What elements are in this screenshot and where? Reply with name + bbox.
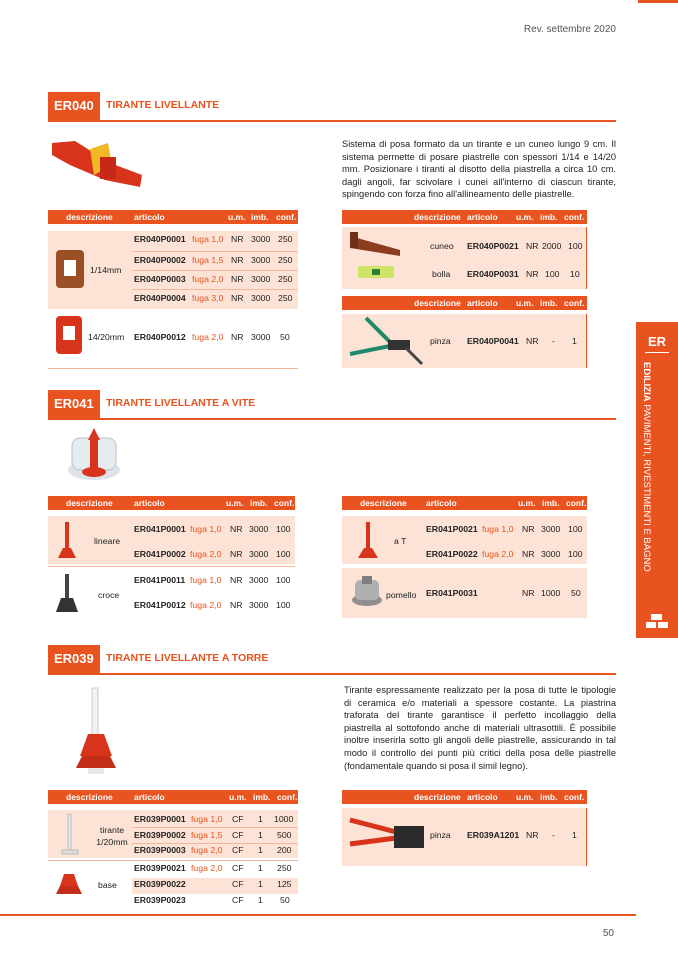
col-um: u.m. [516,298,534,308]
imb-value: 3000 [251,274,271,284]
col-imb: imb. [253,792,271,802]
row-divider [48,566,295,567]
imb-value: 3000 [249,575,269,585]
item-description: pinza [430,336,451,346]
article-code: ER040P0003 [134,274,186,284]
um-value: CF [232,845,244,855]
col-um: u.m. [516,792,534,802]
imb-value: 1 [258,863,263,873]
conf-value: 250 [278,255,293,265]
imb-value: - [552,830,555,840]
fuga-value: fuga 1,0 [190,524,222,534]
col-descrizione: descrizione [414,792,461,802]
row-divider [132,270,298,271]
table-row [342,830,587,846]
um-value: CF [232,895,244,905]
table-header [48,210,298,224]
table-row [342,549,587,565]
fuga-value: fuga 2,0 [190,600,222,610]
col-descrizione: descrizione [414,298,461,308]
imb-value: 3000 [251,332,271,342]
article-code: ER040P0012 [134,332,186,342]
um-value: NR [526,269,539,279]
um-value: NR [230,524,243,534]
screw-leveler-image [66,426,122,484]
fuga-value: fuga 1,5 [191,830,223,840]
article-code: ER041P0011 [134,575,186,585]
article-code: ER041P0012 [134,600,186,610]
table-row [342,241,587,257]
imb-value: 3000 [249,524,269,534]
col-imb: imb. [542,498,560,508]
category-title-bold: EDILIZIA [641,362,652,402]
col-conf: conf. [274,498,295,508]
conf-value: 250 [278,274,293,284]
product-description: Tirante espressamente realizzato per la posa di tutte le tipologie di ceramica e/o materiali a spessore costante. La piastrina traforata del tirante garantisce il perfetto incollaggio della piastrella al sottofondo anche di materiali ultrasottili. È possibile inoltre inserirla sotto gli angoli delle piastrelle, assicurando in tal modo il controllo dei punti più critici della posa delle piastrelle (fondamentale quando si posa il simil legno). [344,685,616,771]
table-row [48,575,295,591]
table-row [48,600,295,616]
imb-value: - [552,336,555,346]
table-bottom-rule [48,368,298,369]
fuga-value: fuga 1,0 [191,814,223,824]
item-description: bolla [432,269,451,279]
col-imb: imb. [540,298,558,308]
category-side-tab[interactable] [636,322,678,638]
er039-table-right [342,790,587,870]
group-label: 14/20mm [88,332,125,342]
fuga-value: fuga 1,0 [190,575,222,585]
conf-value: 100 [568,549,583,559]
um-value: NR [231,293,244,303]
article-code: ER040P0001 [134,234,186,244]
table-row [48,830,298,844]
conf-value: 50 [280,332,290,342]
fuga-value: fuga 2,0 [190,549,222,559]
table-row [342,336,587,352]
fuga-value: fuga 2,0 [191,863,223,873]
page-number: 50 [602,928,614,939]
group-label: base [98,880,117,890]
conf-value: 100 [276,600,291,610]
table-row [48,549,295,565]
footer-rule [0,914,636,916]
um-value: NR [230,575,243,585]
col-articolo: articolo [467,792,498,802]
er040-table-left [48,210,298,370]
col-articolo: articolo [467,298,498,308]
table-row [48,863,298,877]
imb-value: 3000 [251,255,271,265]
article-code: ER039P0022 [134,879,186,889]
col-descrizione: descrizione [66,792,113,802]
col-conf: conf. [277,792,298,802]
conf-value: 10 [570,269,580,279]
table-row [48,332,298,350]
conf-value: 250 [277,863,292,873]
table-row [48,895,298,909]
article-code: ER040P0031 [467,269,519,279]
conf-value: 500 [277,830,292,840]
article-code: ER041P0021 [426,524,478,534]
col-descrizione: descrizione [360,498,407,508]
imb-value: 1 [258,814,263,824]
conf-value: 1000 [274,814,294,824]
imb-value: 3000 [541,524,561,534]
fuga-value: fuga 2,0 [482,549,514,559]
um-value: CF [232,814,244,824]
conf-value: 50 [571,588,581,598]
um-value: NR [526,336,539,346]
article-code: ER039P0001 [134,814,186,824]
section-code: ER040 [48,92,100,120]
conf-value: 250 [278,293,293,303]
side-divider [645,352,669,353]
section-header-er040 [48,92,616,122]
col-articolo: articolo [134,498,165,508]
col-um: u.m. [518,498,536,508]
um-value: NR [526,830,539,840]
category-title-rest: PAVIMENTI, RIVESTIMENTI E BAGNO [641,401,652,572]
col-articolo: articolo [467,212,498,222]
article-code: ER039P0002 [134,830,186,840]
article-code: ER039P0023 [134,895,186,905]
article-code: ER040P0002 [134,255,186,265]
conf-value: 200 [277,845,292,855]
table-header [48,790,298,804]
fuga-value: fuga 1,0 [192,234,224,244]
table-row [342,588,587,604]
article-code: ER040P0041 [467,336,519,346]
um-value: NR [231,255,244,265]
um-value: NR [522,549,535,559]
fuga-value: fuga 2,0 [192,332,224,342]
er040-table-right [342,210,587,370]
um-value: NR [231,332,244,342]
conf-value: 50 [280,895,290,905]
imb-value: 1 [258,830,263,840]
section-name: TIRANTE LIVELLANTE A VITE [106,397,256,409]
col-um: u.m. [228,212,246,222]
imb-value: 3000 [249,549,269,559]
article-code: ER039A1201 [467,830,520,840]
section-name: TIRANTE LIVELLANTE A TORRE [106,652,269,664]
article-code: ER041P0002 [134,549,186,559]
col-um: u.m. [229,792,247,802]
fuga-value: fuga 1,5 [192,255,224,265]
col-conf: conf. [564,298,585,308]
row-divider [132,251,298,252]
um-value: NR [526,241,539,251]
col-conf: conf. [564,212,585,222]
article-code: ER041P0001 [134,524,186,534]
conf-value: 250 [278,234,293,244]
article-code: ER039P0003 [134,845,186,855]
imb-value: 3000 [541,549,561,559]
item-description: cuneo [430,241,454,251]
imb-value: 1 [258,845,263,855]
row-divider [132,289,298,290]
table-row [48,524,295,540]
product-description: Sistema di posa formato da un tirante e un cuneo lungo 9 cm. Il sistema permette di posare piastrelle con spessori 1/14 e 14/20 mm. Posizionare i tiranti al disotto della piastrella a circa 10 cm. dagli angoli, far scivolare i cunei all'interno di ciascun tirante, spingendo con forza fino all'allineamento delle piastrelle. [342,139,616,200]
article-code: ER040P0021 [467,241,519,251]
group-label: lineare [94,536,121,546]
table-row [48,845,298,859]
leveling-clip-image [50,135,145,195]
er041-table-right [342,496,587,620]
er039-table-left [48,790,298,910]
table-row [342,524,587,540]
fuga-value: fuga 2,0 [191,845,223,855]
table-row [48,293,298,311]
col-articolo: articolo [134,212,165,222]
col-conf: conf. [564,792,585,802]
row-divider [48,860,298,861]
conf-value: 100 [276,549,291,559]
article-code: ER041P0022 [426,549,478,559]
fuga-value: fuga 1,0 [482,524,514,534]
tower-leveler-image [74,686,118,776]
er041-table-left [48,496,295,620]
row-divider [132,843,298,844]
category-title [641,362,666,602]
item-description: pinza [430,830,451,840]
imb-value: 3000 [251,293,271,303]
table-header [48,496,295,510]
bricks-icon [646,614,668,630]
section-code: ER039 [48,645,100,673]
col-imb: imb. [251,212,269,222]
conf-value: 125 [277,879,292,889]
table-header [342,296,587,310]
imb-value: 1 [258,879,263,889]
um-value: CF [232,879,244,889]
table-row [342,269,587,285]
article-code: ER041P0031 [426,588,478,598]
col-conf: conf. [276,212,297,222]
col-imb: imb. [250,498,268,508]
um-value: NR [522,588,535,598]
group-label: 1/14mm [90,265,122,275]
um-value: NR [230,549,243,559]
col-imb: imb. [540,212,558,222]
row-divider [132,827,298,828]
table-header [342,790,587,804]
fuga-value: fuga 2,0 [192,274,224,284]
article-code: ER040P0004 [134,293,186,303]
imb-value: 1 [258,895,263,905]
conf-value: 100 [276,524,291,534]
section-header-er041 [48,390,616,420]
section-code: ER041 [48,390,100,418]
conf-value: 100 [568,524,583,534]
conf-value: 100 [568,241,583,251]
col-conf: conf. [566,498,587,508]
imb-value: 100 [545,269,560,279]
um-value: NR [231,274,244,284]
um-value: NR [231,234,244,244]
conf-value: 1 [572,336,577,346]
section-name: TIRANTE LIVELLANTE [106,99,220,111]
table-row [48,814,298,828]
conf-value: 1 [572,830,577,840]
imb-value: 1000 [541,588,561,598]
imb-value: 3000 [251,234,271,244]
group-label: tirante 1/20mm [96,825,128,847]
group-label: pomello [386,590,417,600]
col-articolo: articolo [134,792,165,802]
group-label: a T [394,536,407,546]
section-header-er039 [48,645,616,675]
imb-value: 3000 [249,600,269,610]
table-row [48,879,298,893]
col-descrizione: descrizione [66,498,113,508]
group-label: croce [98,590,120,600]
col-descrizione: descrizione [414,212,461,222]
table-row [48,234,298,252]
col-imb: imb. [540,792,558,802]
col-um: u.m. [226,498,244,508]
conf-value: 100 [276,575,291,585]
um-value: NR [230,600,243,610]
imb-value: 2000 [542,241,562,251]
um-value: CF [232,863,244,873]
um-value: NR [522,524,535,534]
top-accent-bar [638,0,678,3]
article-code: ER039P0021 [134,863,186,873]
um-value: CF [232,830,244,840]
table-header [342,496,587,510]
fuga-value: fuga 3,0 [192,293,224,303]
col-um: u.m. [516,212,534,222]
col-descrizione: descrizione [66,212,113,222]
table-header [342,210,587,224]
col-articolo: articolo [426,498,457,508]
category-code: ER [647,334,667,349]
revision-label: Rev. settembre 2020 [523,24,616,35]
